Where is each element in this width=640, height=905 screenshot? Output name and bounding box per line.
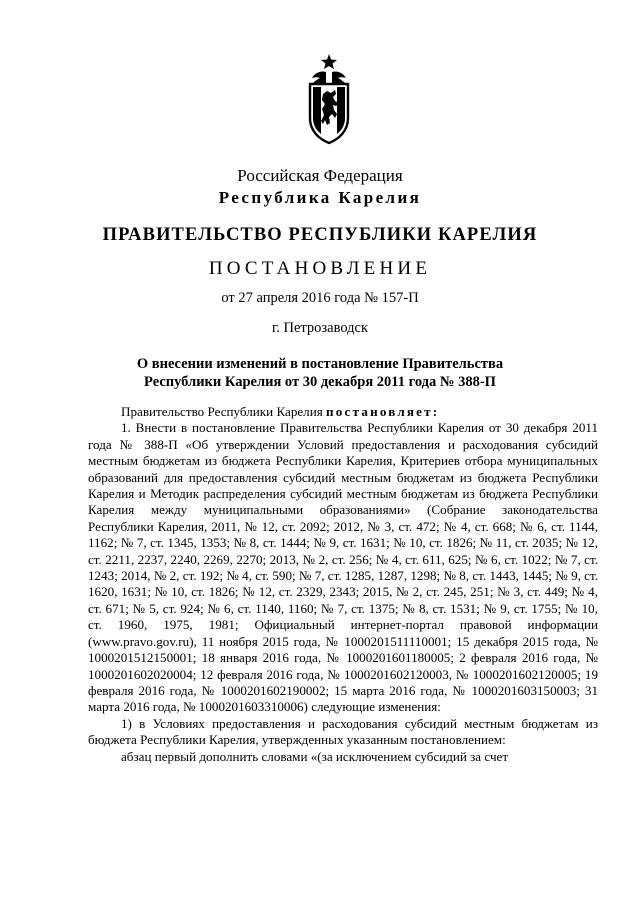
document-city: г. Петрозаводск bbox=[271, 320, 369, 336]
document-type: ПОСТАНОВЛЕНИЕ bbox=[208, 258, 432, 279]
karelia-coat-of-arms-icon bbox=[302, 52, 356, 146]
intro-paragraph bbox=[88, 404, 598, 420]
country-name: Российская Федерация bbox=[237, 166, 403, 185]
document-title-line-2: Республики Карелия от 30 декабря 2011 года № 388-П bbox=[144, 374, 496, 390]
paragraph-3: абзац первый дополнить словами «(за исключением субсидий за счет bbox=[121, 748, 509, 764]
document-title-line-1: О внесении изменений в постановление Правительства bbox=[136, 356, 504, 372]
emblem-star bbox=[321, 54, 337, 69]
paragraph-2: 1) в Условиях предоставления и расходования субсидий местным бюджетам из бюджета Республики Карелия, утвержденных указанным постановлением: bbox=[88, 715, 598, 748]
document-body bbox=[88, 404, 598, 765]
republic-name: Республика Карелия bbox=[218, 188, 422, 207]
paragraph-1: 1. Внести в постановление Правительства Республики Карелия от 30 декабря 2011 года № 388-П «Об утверждении Условий предоставления и расходования субсидий местным бюджетам из бюджета Республики Карелия, Критериев отбора муниципальных образований для предоставления субсидий местным бюджетам из бюджета Республики Карелия и Методик распределения субсидий местным бюджетам из бюджета Республики Карелия между муниципальными образованиями» (Собрание законодательства Республики Карелия, 2011, № 12, ст. 2092; 2012, № 3, ст. 472; № 4, ст. 668; № 6, ст. 1144, 1162; № 7, ст. 1345, 1353; № 8, ст. 1444; № 9, ст. 1631; № 10, ст. 1826; № 11, ст. 2035; № 12, ст. 2211, 2237, 2240, 2269, 2270; 2013, № 2, ст. 256; № 4, ст. 611, 625; № 6, ст. 1022; № 7, ст. 1243; 2014, № 2, ст. 192; № 4, ст. 590; № 7, ст. 1285, 1287, 1298; № 8, ст. 1443, 1445; № 9, ст. 1620, 1631; № 10, ст. 1826; № 12, ст. 2329, 2343; 2015, № 2, ст. 245, 251; № 3, ст. 449; № 4, ст. 671; № 5, ст. 924; № 6, ст. 1140, 1160; № 7, ст. 1375; № 8, ст. 1531; № 9, ст. 1755; № 10, ст. 1960, 1975, 1981; Официальный интернет-портал правовой информации (www.pravo.gov.ru), 11 ноября 2015 года, № 1000201511110001; 15 декабря 2015 года, № 1000201512150001; 18 января 2016 года, № 1000201601180005; 2 февраля 2016 года, № 1000201602020004; 12 февраля 2016 года, № 1000201602120003, № 1000201602120005; 19 февраля 2016 года, № 1000201602190002; 15 марта 2016 года, № 1000201603150003; 31 марта 2016 года, № 1000201603310006) следующие изменения: bbox=[88, 420, 598, 715]
document-date-number: от 27 апреля 2016 года № 157-П bbox=[221, 290, 419, 306]
intro-text: Правительство Республики Карелия bbox=[121, 404, 327, 419]
decree-word: постановляет: bbox=[326, 404, 440, 419]
government-name: ПРАВИТЕЛЬСТВО РЕСПУБЛИКИ КАРЕЛИЯ bbox=[102, 225, 538, 245]
